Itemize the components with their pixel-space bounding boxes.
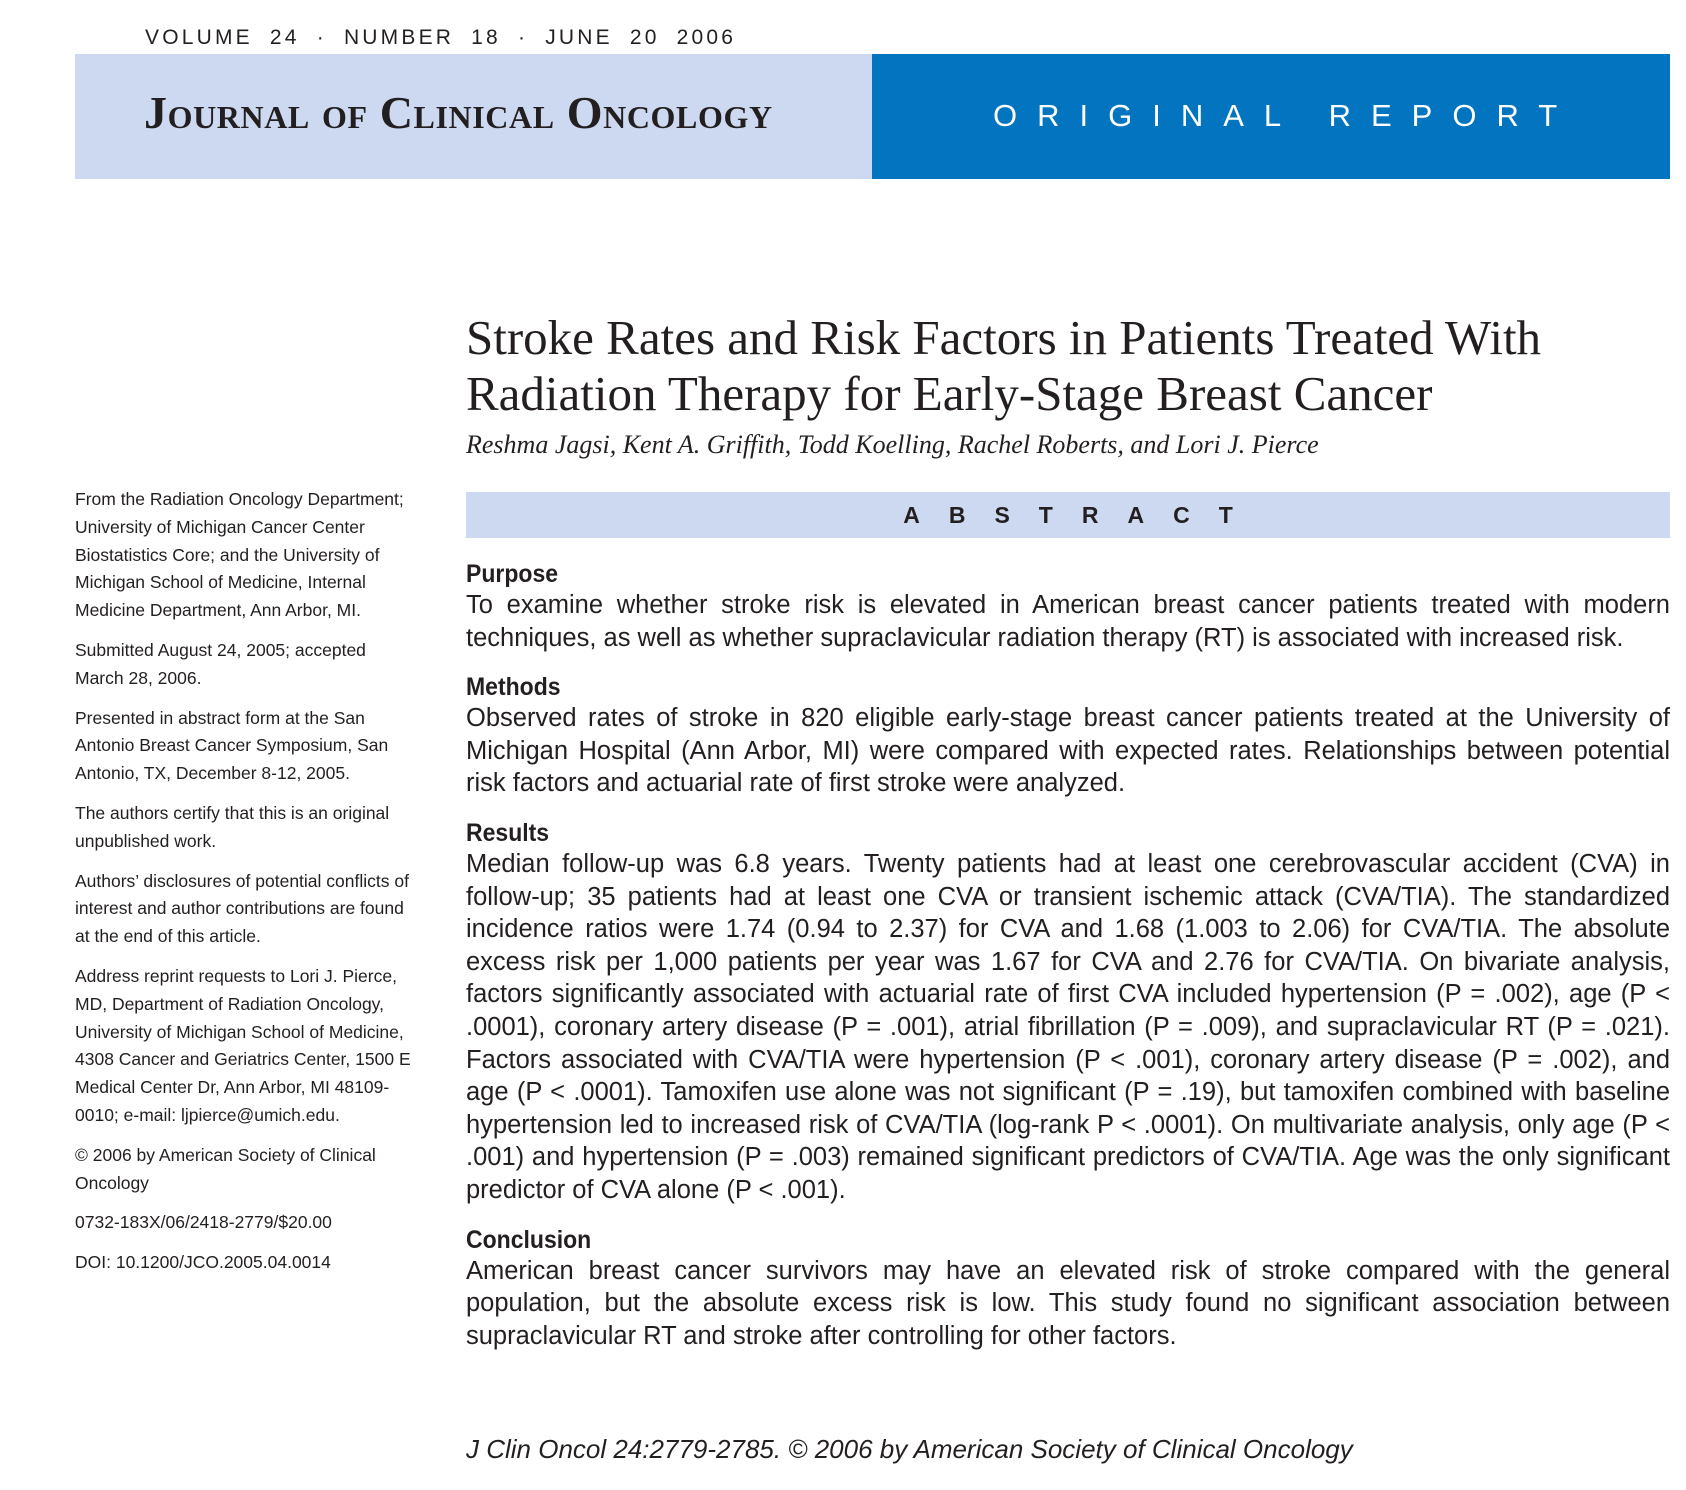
originality-statement: The authors certify that this is an original unpublished work. <box>75 802 390 851</box>
section-heading: Methods <box>466 673 561 702</box>
disclosures-note: Authors’ disclosures of potential conflicts of interest and author contributions are found at the end of this article. <box>75 870 409 947</box>
submission-dates: Submitted August 24, 2005; accepted March 28, 2006. <box>75 639 366 688</box>
issue-line: VOLUME 24 · NUMBER 18 · JUNE 20 2006 <box>145 26 737 49</box>
abstract-section-methods <box>466 672 1670 800</box>
reprint-address: Address reprint requests to Lori J. Pierce, MD, Department of Radiation Oncology, University of Michigan School of Medicine, 4308 Cancer and Geriatrics Center, 1500 E Medical Center Dr, Ann Arbor, MI 48109-0010; e-mail: ljpierce@umich.edu. <box>75 965 411 1125</box>
presentation-note: Presented in abstract form at the San Antonio Breast Cancer Symposium, San Antonio, TX, December 8-12, 2005. <box>75 707 389 784</box>
journal-citation: J Clin Oncol 24:2779-2785. © 2006 by American Society of Clinical Oncology <box>466 1434 1353 1464</box>
report-type: ORIGINAL REPORT <box>993 98 1578 133</box>
article-title: Stroke Rates and Risk Factors in Patients Treated With Radiation Therapy for Early-Stage Breast Cancer <box>466 310 1542 421</box>
section-heading: Conclusion <box>466 1225 592 1254</box>
section-text: Observed rates of stroke in 820 eligible early-stage breast cancer patients treated at the University of Michigan Hospital (Ann Arbor, MI) were compared with expected rates. Relationships between potential risk factors and actuarial rate of first stroke were analyzed. <box>466 704 1670 798</box>
abstract-header-bar <box>466 492 1670 538</box>
section-text: Median follow-up was 6.8 years. Twenty patients had at least one cerebrovascular accident (CVA) in follow-up; 35 patients had at least one CVA or transient ischemic attack (CVA/TIA). The standardized incidence ratios were 1.74 (0.94 to 2.37) for CVA and 1.68 (1.003 to 2.06) for CVA/TIA. The absolute excess risk per 1,000 patients per year was 1.67 for CVA and 2.76 for CVA/TIA. On bivariate analysis, factors significantly associated with actuarial rate of first CVA included hypertension (P = .002), age (P < .0001), coronary artery disease (P = .001), atrial fibrillation (P = .009), and supraclavicular RT (P = .021). Factors associated with CVA/TIA were hypertension (P < .001), coronary artery disease (P = .002), and age (P < .0001). Tamoxifen use alone was not significant (P = .19), but tamoxifen combined with baseline hypertension led to increased risk of CVA/TIA (log-rank P < .0001). On multivariate analysis, only age (P < .001) and hypertension (P = .003) remained significant predictors of CVA/TIA. Age was the only significant predictor of CVA alone (P < .001). <box>466 849 1670 1204</box>
issn: 0732-183X/06/2418-2779/$20.00 <box>75 1212 332 1233</box>
sidebar-copyright: © 2006 by American Society of Clinical Oncology <box>75 1144 376 1193</box>
section-heading: Purpose <box>466 560 559 588</box>
abstract-label: ABSTRACT <box>903 502 1262 528</box>
section-text: To examine whether stroke risk is elevated in American breast cancer patients treated with modern techniques, as well as whether supraclavicular radiation therapy (RT) is associated with increased risk. <box>466 591 1670 652</box>
affiliation: From the Radiation Oncology Department; University of Michigan Cancer Center Biostatistics Core; and the University of Michigan School of Medicine, Internal Medicine Department, Ann Arbor, MI. <box>75 489 404 621</box>
section-text: American breast cancer survivors may have an elevated risk of stroke compared with the general population, but the absolute excess risk is low. This study found no significant association between supraclavicular RT and stroke after controlling for other factors. <box>466 1256 1670 1350</box>
article-main <box>466 310 1670 1464</box>
journal-name: Journal of Clinical Oncology <box>144 87 773 138</box>
abstract-section-results <box>466 818 1670 1207</box>
abstract-section-purpose <box>466 559 1670 654</box>
abstract-body <box>466 559 1670 1370</box>
author-list: Reshma Jagsi, Kent A. Griffith, Todd Koelling, Rachel Roberts, and Lori J. Pierce <box>466 430 1319 459</box>
doi: DOI: 10.1200/JCO.2005.04.0014 <box>75 1252 331 1273</box>
report-type-banner <box>872 54 1670 179</box>
section-heading: Results <box>466 818 550 847</box>
abstract-section-conclusion <box>466 1225 1670 1353</box>
journal-banner <box>75 54 872 179</box>
article-info-sidebar <box>75 486 415 1289</box>
